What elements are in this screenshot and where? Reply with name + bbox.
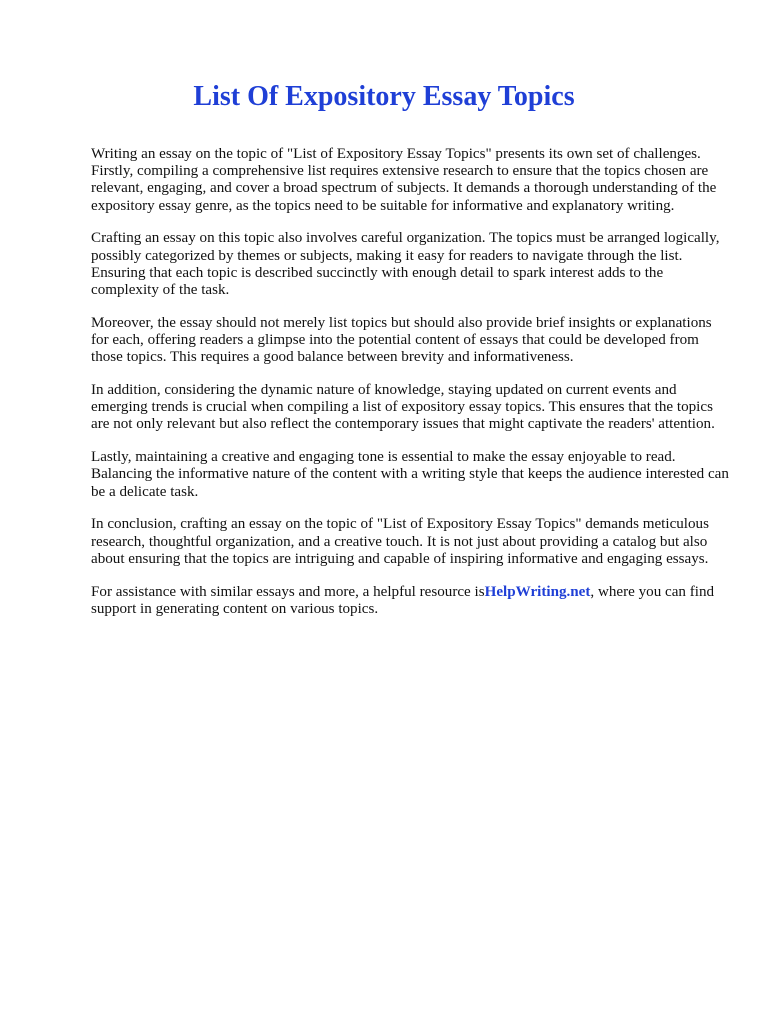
paragraph-2: Crafting an essay on this topic also involves careful organization. The topics must be arranged logically, possibly categorized by themes or subjects, making it easy for readers to navigate through the list. Ensuring that each topic is described succinctly with enough detail to spark interest adds to the complexity of the task. (91, 230, 720, 299)
final-text-before-link: For assistance with similar essays and more, a helpful resource is (91, 583, 485, 600)
paragraph-1: Writing an essay on the topic of "List of Expository Essay Topics" presents its own set of challenges. Firstly, compiling a comprehensive list requires extensive research to ensure that the topics chosen are relevant, engaging, and cover a broad spectrum of subjects. It demands a thorough understanding of the expository essay genre, as the topics need to be suitable for informative and explanatory writing. (91, 146, 717, 214)
paragraph-4: In addition, considering the dynamic nature of knowledge, staying updated on current events and emerging trends is crucial when compiling a list of expository essay topics. This ensures that the topics are not only relevant but also reflect the contemporary issues that might captivate the readers' attention. (91, 382, 715, 433)
document-body (91, 146, 731, 634)
helpwriting-link[interactable]: HelpWriting.net (484, 583, 591, 600)
paragraph-6: In conclusion, crafting an essay on the topic of "List of Expository Essay Topics" demands meticulous research, thoughtful organization, and a creative touch. It is not just about providing a catalog but also about ensuring that the topics are intriguing and capable of inspiring informative and engaging essays. (91, 516, 709, 567)
paragraph-final (91, 584, 731, 618)
document-title: List Of Expository Essay Topics (193, 81, 575, 112)
final-text-after-link: , where you can find support in generating content on various topics. (91, 583, 715, 617)
paragraph-5: Lastly, maintaining a creative and engaging tone is essential to make the essay enjoyable to read. Balancing the informative nature of the content with a writing style that keeps the audience interested can be a delicate task. (91, 449, 729, 500)
paragraph-3: Moreover, the essay should not merely list topics but should also provide brief insights or explanations for each, offering readers a glimpse into the potential content of essays that could be developed from those topics. This requires a good balance between brevity and informativeness. (91, 314, 712, 366)
